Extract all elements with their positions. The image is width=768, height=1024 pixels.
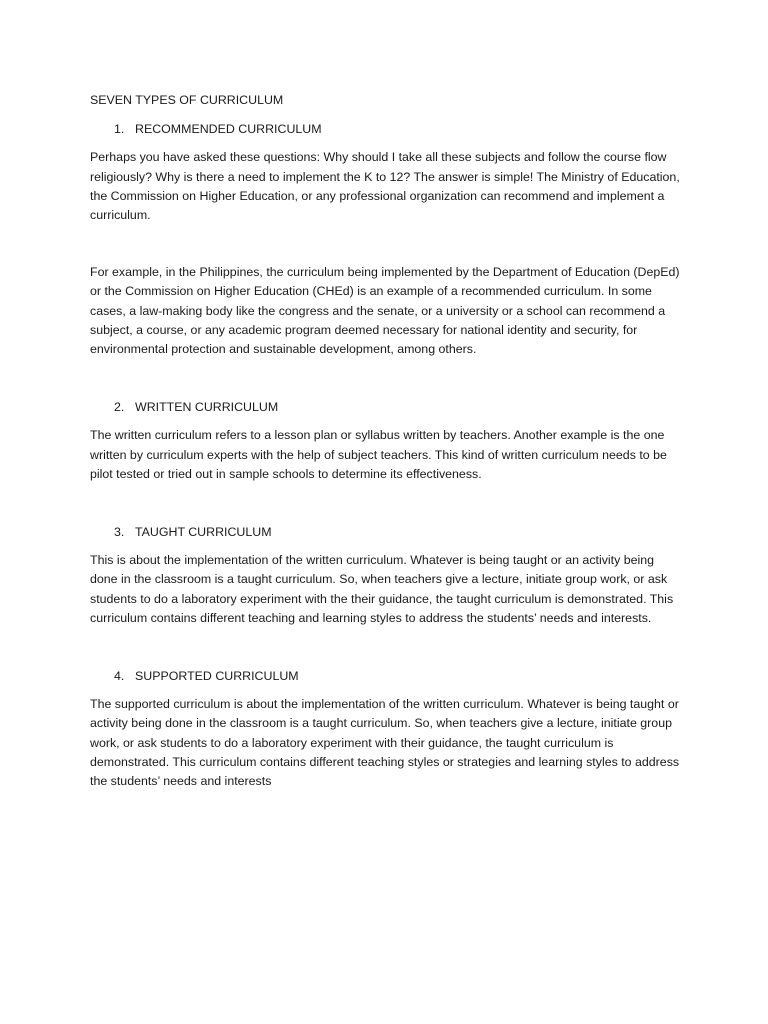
- section-title: SUPPORTED CURRICULUM: [135, 669, 299, 684]
- section-number: 3.: [114, 525, 125, 540]
- section-heading-written: [90, 398, 680, 417]
- section-number: 4.: [114, 669, 125, 684]
- section-heading-taught: [90, 523, 680, 542]
- paragraph: Perhaps you have asked these questions: Why should I take all these subjects and follow the course flow religiously? Why is there a need to implement the K to 12? The answer is simple! The Ministry of Education, the Commission on Higher Education, or any professional organization can recommend and implement a curriculum.: [90, 150, 680, 223]
- section-heading-supported: [90, 667, 680, 686]
- section-heading-recommended: [90, 120, 680, 139]
- document-body: [90, 91, 680, 791]
- section-title: TAUGHT CURRICULUM: [135, 525, 272, 540]
- section-number: 1.: [114, 122, 125, 137]
- paragraph: The supported curriculum is about the implementation of the written curriculum. Whatever is being taught or activity being done in the classroom is a taught curriculum. So, when teachers give a lecture, initiate group work, or ask students to do a laboratory experiment with their guidance, the taught curriculum is demonstrated. This curriculum contains different teaching styles or strategies and learning styles to address the students’ needs and interests: [90, 697, 680, 789]
- paragraph: This is about the implementation of the written curriculum. Whatever is being taught or an activity being done in the classroom is a taught curriculum. So, when teachers give a lecture, initiate group work, or ask students to do a laboratory experiment with the their guidance, the taught curriculum is demonstrated. This curriculum contains different teaching and learning styles to address the students’ needs and interests.: [90, 553, 674, 625]
- section-title: WRITTEN CURRICULUM: [135, 400, 279, 415]
- paragraph: The written curriculum refers to a lesson plan or syllabus written by teachers. Another example is the one written by curriculum experts with the help of subject teachers. This kind of written curriculum needs to be pilot tested or tried out in sample schools to determine its effectiveness.: [90, 428, 667, 481]
- document-title: SEVEN TYPES OF CURRICULUM: [90, 93, 284, 107]
- section-title: RECOMMENDED CURRICULUM: [135, 122, 322, 137]
- section-number: 2.: [114, 400, 125, 415]
- paragraph: For example, in the Philippines, the curriculum being implemented by the Department of Education (DepEd) or the Commission on Higher Education (CHEd) is an example of a recommended curriculum. In some cases, a law-making body like the congress and the senate, or a university or a school can recommend a subject, a course, or any academic program deemed necessary for national identity and security, for environmental protection and sustainable development, among others.: [90, 265, 680, 357]
